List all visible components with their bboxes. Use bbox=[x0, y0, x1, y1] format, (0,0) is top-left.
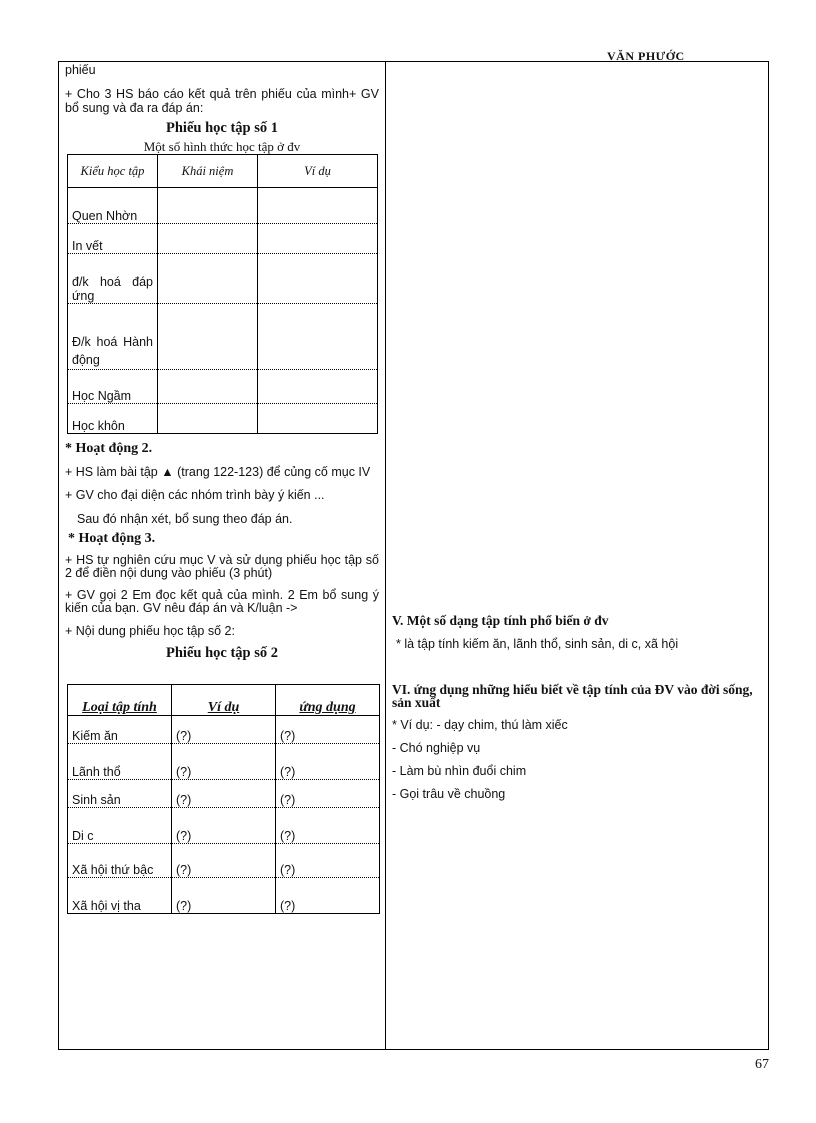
sheet1-title: Phiếu học tập số 1 bbox=[166, 120, 278, 136]
table2-example: (?) bbox=[172, 878, 276, 914]
table-row bbox=[68, 404, 378, 434]
activity2-line2: + GV cho đại diện các nhóm trình bày ý kiến ... bbox=[65, 488, 325, 502]
section6-item: * Ví dụ: - dạy chim, thú làm xiếc bbox=[392, 718, 568, 732]
table-row bbox=[68, 254, 378, 304]
table-row bbox=[68, 716, 380, 744]
table2-use: (?) bbox=[276, 716, 380, 744]
table-behaviour-types bbox=[67, 684, 380, 914]
activity2-line1: + HS làm bài tập ▲ (trang 122-123) để củng cố mục IV bbox=[65, 465, 371, 479]
table1-row-label: Quen Nhờn bbox=[68, 188, 158, 224]
table2-example: (?) bbox=[172, 780, 276, 808]
section6-item: - Gọi trâu về chuồng bbox=[392, 787, 506, 801]
right-column bbox=[392, 614, 764, 801]
page-header: VĂN PHƯỚC bbox=[607, 49, 685, 63]
table-row bbox=[68, 304, 378, 370]
table-row bbox=[68, 780, 380, 808]
table-row bbox=[68, 844, 380, 878]
table1-row-label: Học khôn bbox=[68, 404, 158, 434]
section6-item: - Chó nghiệp vụ bbox=[392, 741, 481, 755]
table2-row-label: Di c bbox=[68, 808, 172, 844]
table2-row-label: Lãnh thổ bbox=[68, 744, 172, 780]
left-column bbox=[65, 63, 379, 914]
table2-example: (?) bbox=[172, 716, 276, 744]
table2-row-label: Kiếm ăn bbox=[68, 716, 172, 744]
table2-header-row bbox=[68, 685, 380, 716]
activity3-line1: + HS tự nghiên cứu mục V và sử dụng phiếu học tập số 2 để điền nội dung vào phiếu (3 phút) bbox=[65, 553, 379, 580]
table-learning-forms bbox=[67, 154, 378, 434]
table2-row-label: Xã hội vị tha bbox=[68, 878, 172, 914]
table2-use: (?) bbox=[276, 780, 380, 808]
table-row bbox=[68, 878, 380, 914]
activity3-title: * Hoạt động 3. bbox=[68, 531, 156, 546]
table2-example: (?) bbox=[172, 808, 276, 844]
table-row bbox=[68, 808, 380, 844]
table1-row-label: Học Ngầm bbox=[68, 370, 158, 404]
table-row bbox=[68, 370, 378, 404]
table-row bbox=[68, 744, 380, 780]
table1-header: Kiểu học tập bbox=[68, 155, 158, 188]
activity2-title: * Hoạt động 2. bbox=[65, 441, 153, 456]
section6-title: VI. ứng dụng những hiểu biết về tập tính của ĐV vào đời sống, sản xuất bbox=[392, 682, 753, 710]
table1-header: Khái niệm bbox=[158, 155, 258, 188]
table2-header: Ví dụ bbox=[172, 685, 276, 716]
sheet1-subtitle: Một số hình thức học tập ở đv bbox=[143, 139, 301, 154]
section5-text: * là tập tính kiếm ăn, lãnh thổ, sinh sản, di c, xã hội bbox=[396, 637, 679, 651]
table-row bbox=[68, 224, 378, 254]
column-divider bbox=[385, 61, 386, 1050]
continued-text: phiếu bbox=[65, 63, 96, 77]
table2-example: (?) bbox=[172, 844, 276, 878]
table1-header-row bbox=[68, 155, 378, 188]
report-line: + Cho 3 HS báo cáo kết quả trên phiếu của mình+ GV bổ sung và đa ra đáp án: bbox=[65, 87, 379, 115]
sheet2-title: Phiếu học tập số 2 bbox=[166, 645, 278, 661]
activity3-line2: + GV gọi 2 Em đọc kết quả của mình. 2 Em bổ sung ý kiến của bạn. GV nêu đáp án và K/luận -> bbox=[65, 588, 379, 615]
page-number: 67 bbox=[755, 1057, 769, 1072]
activity2-line3: Sau đó nhận xét, bổ sung theo đáp án. bbox=[77, 512, 293, 526]
table1-header: Ví dụ bbox=[258, 155, 378, 188]
table2-header: ứng dụng bbox=[276, 685, 380, 716]
table2-use: (?) bbox=[276, 844, 380, 878]
table2-use: (?) bbox=[276, 878, 380, 914]
table2-header: Loại tập tính bbox=[68, 685, 172, 716]
table1-row-label: đ/k hoá đáp ứng bbox=[68, 254, 158, 304]
table1-row-label: Đ/k hoá Hành động bbox=[68, 304, 158, 370]
section6-item: - Làm bù nhìn đuổi chim bbox=[392, 764, 527, 778]
table2-row-label: Sinh sản bbox=[68, 780, 172, 808]
table2-use: (?) bbox=[276, 744, 380, 780]
table1-row-label: In vết bbox=[68, 224, 158, 254]
table2-example: (?) bbox=[172, 744, 276, 780]
table-row bbox=[68, 188, 378, 224]
activity3-line3: + Nội dung phiếu học tập số 2: bbox=[65, 624, 235, 638]
table2-use: (?) bbox=[276, 808, 380, 844]
table2-row-label: Xã hội thứ bậc bbox=[68, 844, 172, 878]
section5-title: V. Một số dạng tập tính phổ biến ở đv bbox=[392, 613, 609, 628]
